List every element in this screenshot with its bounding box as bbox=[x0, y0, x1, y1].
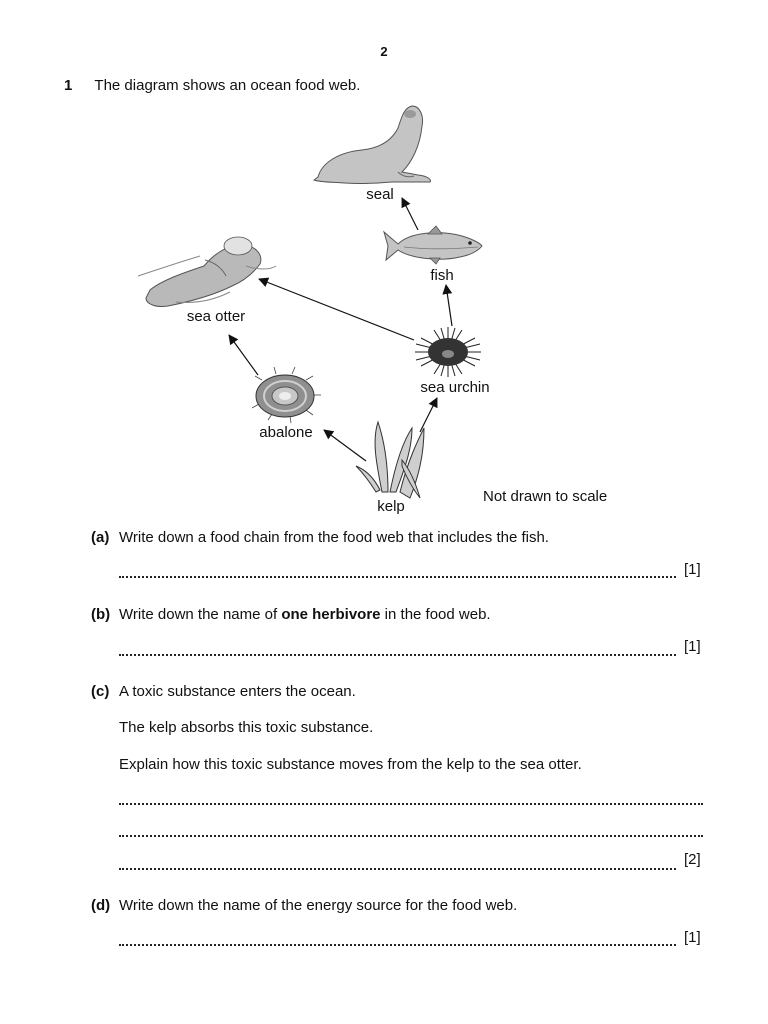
part-d-text: Write down the name of the energy source for the food web. bbox=[119, 897, 518, 914]
answer-line-c-2[interactable] bbox=[119, 835, 703, 837]
question-header bbox=[64, 77, 360, 94]
part-c-line-2: The kelp absorbs this toxic substance. bbox=[119, 719, 374, 736]
abalone-illustration bbox=[252, 367, 321, 423]
page-number: 2 bbox=[380, 44, 388, 59]
answer-line-a[interactable] bbox=[119, 576, 676, 578]
question-number: 1 bbox=[64, 77, 73, 94]
answer-line-b[interactable] bbox=[119, 654, 676, 656]
label-sea-otter: sea otter bbox=[186, 308, 246, 325]
kelp-illustration bbox=[356, 422, 424, 498]
food-web-diagram bbox=[0, 100, 768, 530]
question-stem: The diagram shows an ocean food web. bbox=[94, 77, 361, 94]
part-c-label: (c) bbox=[91, 683, 110, 700]
label-sea-urchin: sea urchin bbox=[420, 379, 490, 396]
arrow-fish-to-seal bbox=[402, 198, 418, 230]
answer-line-d[interactable] bbox=[119, 944, 676, 946]
label-seal: seal bbox=[366, 186, 394, 203]
part-c-line-3: Explain how this toxic substance moves from the kelp to the sea otter. bbox=[119, 756, 582, 773]
part-d-label: (d) bbox=[91, 897, 111, 914]
part-b-emphasis: one herbivore bbox=[281, 606, 381, 623]
label-abalone: abalone bbox=[259, 424, 313, 441]
sea-urchin-illustration bbox=[415, 327, 481, 377]
label-kelp: kelp bbox=[377, 498, 405, 515]
part-a-text: Write down a food chain from the food web that includes the fish. bbox=[119, 529, 549, 546]
arrow-sea-urchin-to-sea-otter bbox=[259, 279, 414, 340]
answer-line-c-3[interactable] bbox=[119, 868, 676, 870]
marks-c: [2] bbox=[684, 851, 701, 868]
marks-d: [1] bbox=[684, 929, 701, 946]
part-b-text bbox=[119, 606, 491, 623]
not-to-scale-note: Not drawn to scale bbox=[483, 488, 608, 505]
answer-line-c-1[interactable] bbox=[119, 803, 703, 805]
fish-illustration bbox=[384, 226, 482, 264]
arrow-kelp-to-abalone bbox=[324, 430, 366, 461]
seal-illustration bbox=[314, 106, 431, 183]
arrow-abalone-to-sea-otter bbox=[229, 335, 258, 375]
arrow-sea-urchin-to-fish bbox=[446, 285, 452, 326]
part-a-label: (a) bbox=[91, 529, 110, 546]
part-b-text-before: Write down the name of bbox=[119, 606, 282, 623]
marks-b: [1] bbox=[684, 638, 701, 655]
part-b-label: (b) bbox=[91, 606, 111, 623]
marks-a: [1] bbox=[684, 561, 701, 578]
label-fish: fish bbox=[430, 267, 454, 284]
arrow-kelp-to-sea-urchin bbox=[420, 398, 437, 432]
part-c-line-1: A toxic substance enters the ocean. bbox=[119, 683, 356, 700]
sea-otter-illustration bbox=[138, 237, 276, 307]
part-b-text-after: in the food web. bbox=[380, 606, 491, 623]
